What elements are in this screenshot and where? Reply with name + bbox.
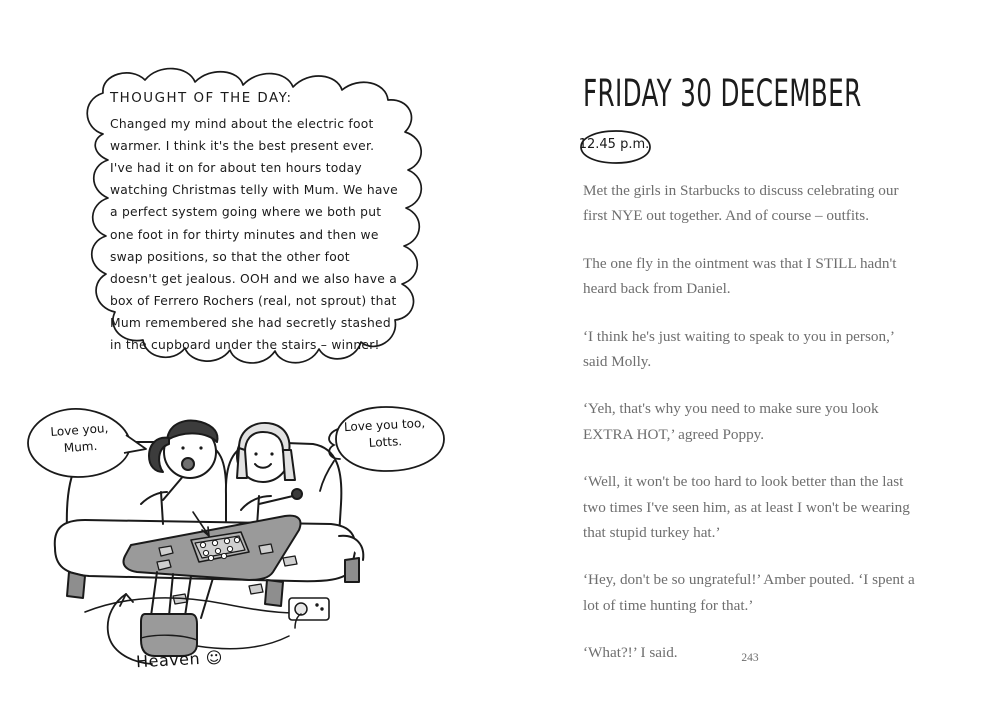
paragraph: The one fly in the ointment was that I STILL hadn't heard back from Daniel. [583, 254, 897, 298]
timestamp-badge [578, 128, 650, 164]
speech-bubble-lotts [320, 403, 448, 473]
thought-bubble-body: Changed my mind about the electric foot warmer. I think it's the best present ever. I've had it on for about ten hours today watching Christmas telly with Mum. We have a perfect system going where we both put one foot in for thirty minutes and then we swap positions, so that the other foot doesn't get jealous. OOH and we also have a box of Ferrero Rochers (real, not sprout) that Mum remembered she had secretly stashed in the cupboard under the stairs – winner! [110, 117, 398, 353]
timestamp-text: 12.45 p.m. [578, 137, 650, 152]
page-title: FRIDAY 30 DECEMBER [583, 72, 862, 115]
speech-bubble-mum [22, 405, 142, 480]
paragraph: ‘I think he's just waiting to speak to you in person,’ said Molly. [583, 327, 894, 371]
speech-bubble-lotts-text: Love you too, Lotts. [343, 415, 426, 450]
paragraph: Met the girls in Starbucks to discuss celebrating our first NYE out together. And of course – outfits. [583, 182, 899, 225]
paragraph: ‘Yeh, that's why you need to make sure you look EXTRA HOT,’ agreed Poppy. [583, 400, 879, 443]
thought-bubble [55, 62, 450, 382]
right-page [500, 0, 1000, 706]
paragraph: ‘Hey, don't be so ungrateful!’ Amber pouted. ‘I spent a lot of time hunting for that.’ [583, 571, 915, 614]
diary-entry-body [583, 178, 919, 688]
thought-bubble-title: THOUGHT OF THE DAY: [110, 91, 293, 106]
thought-bubble-text [110, 88, 400, 356]
speech-bubble-mum-text: Love you, Mum. [49, 421, 109, 456]
heaven-annotation: Heaven ☺ [135, 647, 224, 672]
paragraph: ‘Well, it won't be too hard to look better than the last two times I've seen him, as at least I won't be wearing that stupid turkey hat.’ [583, 473, 910, 542]
paragraph: ‘What?!’ I said. [583, 644, 678, 662]
page-number: 243 [741, 652, 759, 664]
